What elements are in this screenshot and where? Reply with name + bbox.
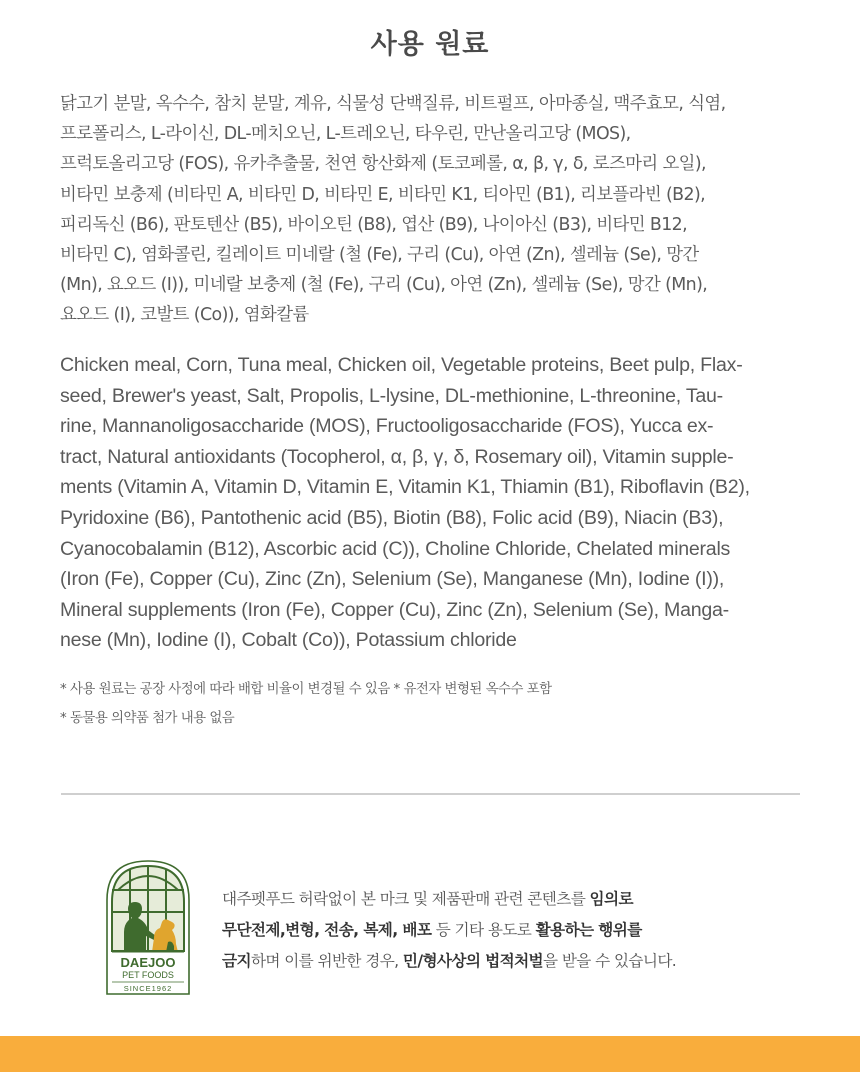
copyright-notice [222,884,822,976]
note-no-drugs: * 동물용 의약품 첨가 내용 없음 [60,711,235,726]
logo-brand-line2: PET FOODS [122,970,174,980]
copyright-text: 대주펫푸드 허락없이 본 마크 및 제품판매 관련 콘텐츠를 [222,890,590,908]
section-title: 사용 원료 [370,29,490,60]
ingredients-en-line: nese (Mn), Iodine (I), Cobalt (Co)), Potassium chloride [60,629,517,652]
ingredients-en-line: seed, Brewer's yeast, Salt, Propolis, L-lysine, DL-methionine, L-threonine, Tau- [60,384,723,407]
ingredients-ko-line: 비타민 C), 염화콜린, 킬레이트 미네랄 (철 (Fe), 구리 (Cu), 아연 (Zn), 셀레늄 (Se), 망간 [60,245,699,266]
daejoo-logo [106,860,190,996]
ingredients-en-line: tract, Natural antioxidants (Tocopherol, α, β, γ, δ, Rosemary oil), Vitamin supple- [60,445,734,468]
logo-brand-line1: DAEJOO [120,955,176,970]
copyright-emphasis: 금지 [222,951,251,970]
ingredients-korean [60,89,804,331]
copyright-text: 을 받을 수 있습니다. [543,951,677,970]
ingredients-ko-line: 피리독신 (B6), 판토텐산 (B5), 바이오틴 (B8), 엽산 (B9), 나이아신 (B3), 비타민 B12, [60,214,688,235]
copyright-emphasis: 활용하는 행위를 [535,920,642,939]
copyright-emphasis: 무단전제,변형, 전송, 복제, 배포 [222,920,432,939]
ingredients-en-line: Chicken meal, Corn, Tuna meal, Chicken oil, Vegetable proteins, Beet pulp, Flax- [60,354,743,376]
copyright-text: 등 기타 용도로 [431,920,536,939]
copyright-text: 하며 이를 위반한 경우, [250,951,403,970]
ingredients-en-line: Cyanocobalamin (B12), Ascorbic acid (C)), Choline Chloride, Chelated minerals [60,537,731,560]
note-formula: * 사용 원료는 공장 사정에 따라 배합 비율이 변경될 수 있음 * 유전자 변형된 옥수수 포함 [60,682,552,697]
ingredients-english [60,350,804,656]
copyright-line-2 [222,915,822,946]
ingredients-ko-line: 비타민 보충제 (비타민 A, 비타민 D, 비타민 E, 비타민 K1, 티아민 (B1), 리보플라빈 (B2), [60,184,706,205]
ingredients-en-line: Mineral supplements (Iron (Fe), Copper (Cu), Zinc (Zn), Selenium (Se), Manga- [60,598,729,621]
ingredients-ko-line: 요오드 (I), 코발트 (Co)), 염화칼륨 [60,305,309,326]
ingredients-ko-line: 프로폴리스, L-라이신, DL-메치오닌, L-트레오닌, 타우린, 만난올리고당 (MOS), [60,124,631,145]
logo-since: SINCE1962 [123,984,173,993]
copyright-line-3 [222,946,822,977]
footer-accent-bar [0,1036,860,1072]
ingredients-ko-line: 닭고기 분말, 옥수수, 참치 분말, 계유, 식물성 단백질류, 비트펄프, 아마종실, 맥주효모, 식염, [60,94,726,114]
ingredients-en-line: ments (Vitamin A, Vitamin D, Vitamin E, Vitamin K1, Thiamin (B1), Riboflavin (B2), [60,476,750,499]
ingredients-ko-line: (Mn), 요오드 (I)), 미네랄 보충제 (철 (Fe), 구리 (Cu), 아연 (Zn), 셀레늄 (Se), 망간 (Mn), [60,275,708,296]
copyright-emphasis: 민/형사상의 법적처벌 [402,951,544,970]
copyright-line-1 [222,884,822,915]
ingredients-en-line: rine, Mannanoligosaccharide (MOS), Fructooligosaccharide (FOS), Yucca ex- [60,415,714,438]
ingredients-en-line: (Iron (Fe), Copper (Cu), Zinc (Zn), Selenium (Se), Manganese (Mn), Iodine (I)), [60,568,725,591]
ingredients-en-line: Pyridoxine (B6), Pantothenic acid (B5), Biotin (B8), Folic acid (B9), Niacin (B3), [60,506,724,529]
copyright-emphasis: 임의로 [589,890,633,908]
ingredients-ko-line: 프럭토올리고당 (FOS), 유카추출물, 천연 항산화제 (토코페롤, α, β, γ, δ, 로즈마리 오일), [60,154,706,175]
divider [61,793,800,795]
